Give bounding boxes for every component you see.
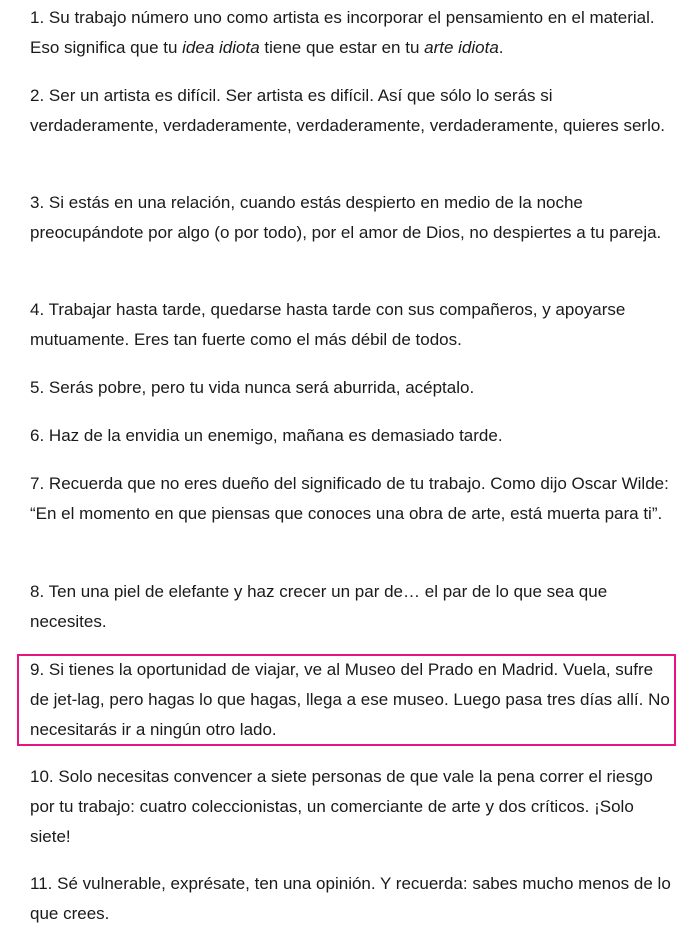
list-item-11 xyxy=(30,869,675,929)
item-number: 10. xyxy=(30,767,54,786)
item-number: 7. xyxy=(30,474,45,493)
list-item-4 xyxy=(30,295,675,355)
item-number: 3. xyxy=(30,193,45,212)
item-text: Sé vulnerable, exprésate, ten una opinión. Y recuerda: sabes mucho menos de lo que crees. xyxy=(30,874,671,923)
list-item-1 xyxy=(30,3,675,63)
item-text: Haz de la envidia un enemigo, mañana es demasiado tarde. xyxy=(48,426,503,445)
item-emphasis: arte idiota xyxy=(424,38,499,57)
list-item-3 xyxy=(30,188,675,248)
item-number: 2. xyxy=(30,86,45,105)
item-number: 8. xyxy=(30,582,45,601)
item-number: 4. xyxy=(30,300,45,319)
item-number: 1. xyxy=(30,8,45,27)
item-text: Su trabajo número uno como artista es incorporar el pensamiento en el material. Eso significa que tu xyxy=(30,8,655,57)
list-item-10 xyxy=(30,762,675,852)
item-number: 9. xyxy=(30,660,45,679)
item-number: 5. xyxy=(30,378,45,397)
list-item-8 xyxy=(30,577,675,637)
item-text: . xyxy=(498,38,504,57)
list-item-6 xyxy=(30,421,675,451)
item-text: Trabajar hasta tarde, quedarse hasta tarde con sus compañeros, y apoyarse mutuamente. Eres tan fuerte como el más débil de todos. xyxy=(30,300,626,349)
item-text: Si estás en una relación, cuando estás despierto en medio de la noche preocupándote por algo (o por todo), por el amor de Dios, no despiertes a tu pareja. xyxy=(30,193,662,242)
list-item-9 xyxy=(30,655,675,745)
item-number: 11. xyxy=(30,874,53,893)
item-text: Ser un artista es difícil. Ser artista es difícil. Así que sólo lo serás si verdaderamente, verdaderamente, verdaderamente, verdaderamente, quieres serlo. xyxy=(30,86,666,135)
list-item-7 xyxy=(30,469,675,529)
item-text: Ten una piel de elefante y haz crecer un par de… el par de lo que sea que necesites. xyxy=(30,582,608,631)
item-text: Serás pobre, pero tu vida nunca será aburrida, acéptalo. xyxy=(48,378,475,397)
item-emphasis: idea idiota xyxy=(182,38,260,57)
item-text: Si tienes la oportunidad de viajar, ve al Museo del Prado en Madrid. Vuela, sufre de jet-lag, pero hagas lo que hagas, llega a ese museo. Luego pasa tres días allí. No necesitarás ir a ningún otro lado. xyxy=(30,660,670,739)
item-text: tiene que estar en tu xyxy=(259,38,425,57)
item-number: 6. xyxy=(30,426,45,445)
list-item-2 xyxy=(30,81,675,141)
list-item-5 xyxy=(30,373,675,403)
item-text: Solo necesitas convencer a siete personas de que vale la pena correr el riesgo por tu trabajo: cuatro coleccionistas, un comerciante de arte y dos críticos. ¡Solo siete! xyxy=(30,767,653,846)
item-text: Recuerda que no eres dueño del significado de tu trabajo. Como dijo Oscar Wilde: “En el momento en que piensas que conoces una obra de arte, está muerta para ti”. xyxy=(30,474,669,523)
